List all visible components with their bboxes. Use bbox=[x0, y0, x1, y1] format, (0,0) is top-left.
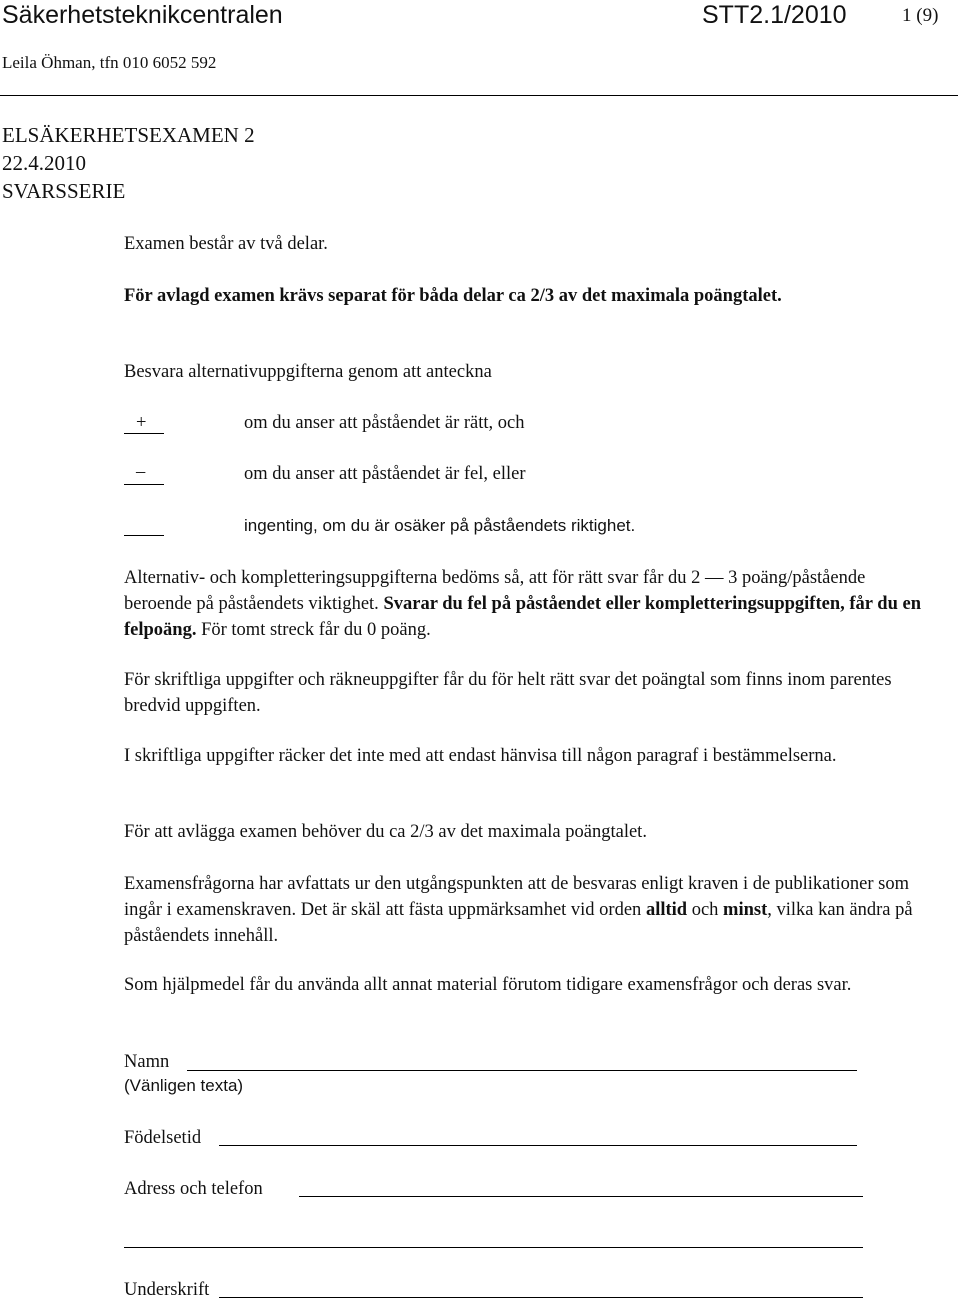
aids-paragraph: Som hjälpmedel får du använda allt annat material förutom tidigare examensfrågor och deras svar. bbox=[124, 975, 852, 995]
series-title: SVARSSERIE bbox=[2, 179, 126, 203]
signature-field[interactable] bbox=[219, 1297, 863, 1298]
pass-paragraph: För att avlägga examen behöver du ca 2/3 av det maximala poängtalet. bbox=[124, 822, 647, 842]
header-rule bbox=[0, 95, 958, 96]
scoring-paragraph bbox=[124, 565, 924, 643]
address-field[interactable] bbox=[299, 1196, 863, 1197]
requirement-text: För avlagd examen krävs separat för båda delar ca 2/3 av det maximala poängtalet. bbox=[124, 286, 782, 306]
exam-date: 22.4.2010 bbox=[2, 151, 86, 175]
address-label: Adress och telefon bbox=[124, 1179, 263, 1199]
legend-blank-text: ingenting, om du är osäker på påståendets riktighet. bbox=[244, 516, 636, 535]
contact-info: Leila Öhman, tfn 010 6052 592 bbox=[2, 53, 217, 72]
scoring-penalty: Svarar du fel på påståendet eller kompletteringsuppgiften, får du en felpoäng. bbox=[124, 594, 921, 640]
exam-title: ELSÄKERHETSEXAMEN 2 bbox=[2, 123, 255, 147]
legend-plus-mark: + bbox=[124, 410, 164, 436]
name-field[interactable] bbox=[187, 1070, 857, 1071]
name-label: Namn bbox=[124, 1052, 170, 1072]
written-tasks-paragraph: För skriftliga uppgifter och räkneuppgifter får du för helt rätt svar det poängtal som finns inom parentes bredvid uppgiften. bbox=[124, 670, 892, 716]
parts-text: Examen består av två delar. bbox=[124, 234, 328, 254]
document-code: STT2.1/2010 bbox=[702, 1, 847, 29]
legend-blank-mark bbox=[124, 512, 164, 538]
signature-label: Underskrift bbox=[124, 1280, 210, 1300]
word-alltid: alltid bbox=[645, 900, 688, 920]
address-field-line-2[interactable] bbox=[124, 1247, 863, 1248]
word-minst: minst bbox=[723, 900, 768, 920]
scoring-text: Alternativ- och kompletteringsuppgifterna bedöms så, att för rätt svar får du 2 — 3 poäng/påstående beroende på påståendets viktighet. bbox=[124, 568, 866, 614]
page-number: 1 (9) bbox=[902, 5, 939, 26]
organization-name: Säkerhetsteknikcentralen bbox=[2, 1, 283, 29]
legend-minus-mark: – bbox=[124, 461, 164, 487]
legend-plus-text: om du anser att påståendet är rätt, och bbox=[244, 413, 525, 433]
birthdate-field[interactable] bbox=[219, 1145, 857, 1146]
scoring-empty: För tomt streck får du 0 poäng. bbox=[201, 620, 431, 640]
legend-minus-text: om du anser att påståendet är fel, eller bbox=[244, 464, 526, 484]
reference-paragraph: I skriftliga uppgifter räcker det inte med att endast hänvisa till någon paragraf i bestämmelserna. bbox=[124, 746, 837, 766]
birthdate-label: Födelsetid bbox=[124, 1128, 202, 1148]
name-hint: (Vänligen texta) bbox=[124, 1076, 244, 1095]
sources-paragraph: Examensfrågorna har avfattats ur den utgångspunkten att de besvaras enligt kraven i de publikationer som ingår i examenskraven. Det är skäl att fästa uppmärksamhet vid orden alltid och minst, vilka kan ändra på påståendets innehåll. bbox=[124, 874, 913, 946]
answer-instruction: Besvara alternativuppgifterna genom att anteckna bbox=[124, 362, 492, 382]
